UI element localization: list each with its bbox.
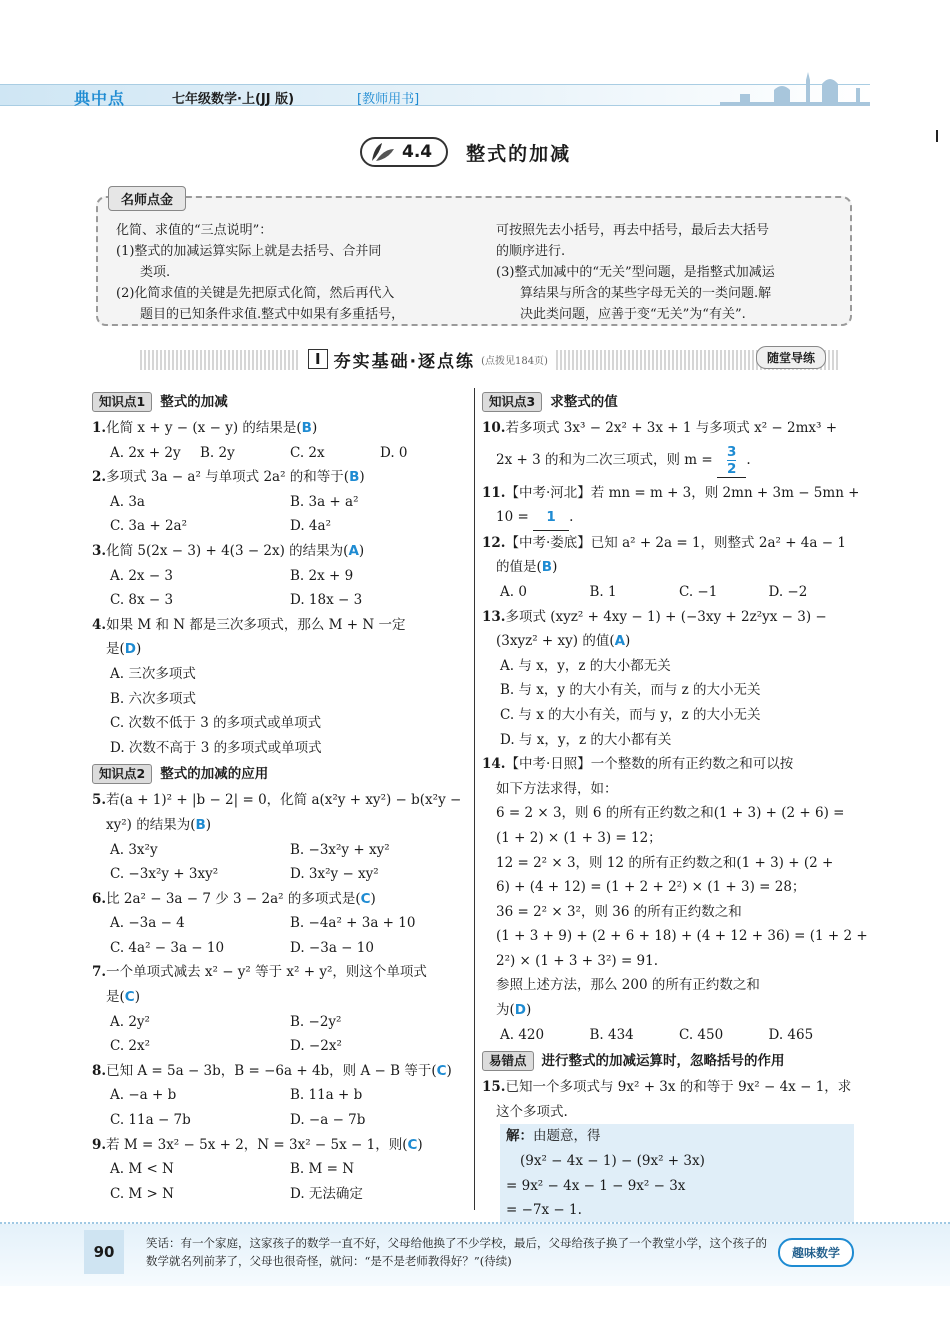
option: D. −3a − 10: [290, 939, 374, 956]
tips-label: 名师点金: [108, 186, 186, 211]
q-text: 是(: [106, 989, 125, 1006]
q-tail: .: [569, 509, 574, 526]
q-text: 【中考·娄底】已知 a² + 2a = 1，则整式 2a² + 4a − 1: [505, 534, 846, 551]
section-heading: [360, 134, 571, 170]
solution-text: 由题意，得: [533, 1128, 601, 1145]
option: C. −3x²y + 3xy²: [110, 866, 219, 883]
q-tail: .: [746, 452, 751, 469]
q-tail: ): [446, 1062, 452, 1079]
q-text: xy²) 的结果为(: [106, 816, 196, 833]
option: B. 2y: [200, 444, 235, 461]
kp-tag: 易错点: [482, 1051, 534, 1071]
tips-line: 可按照先去小括号，再去中括号，最后去大括号: [496, 223, 770, 238]
q1-options: [92, 441, 470, 466]
option: D. 次数不高于 3 的多项式或单项式: [110, 739, 322, 756]
question-1: [92, 416, 470, 441]
option: B. 与 x，y 的大小有关，而与 z 的大小无关: [500, 682, 761, 699]
q2-options: [92, 490, 470, 515]
page-header: [0, 74, 950, 118]
tips-right-column: [496, 220, 840, 325]
option: A. 2x + 2y: [110, 444, 181, 461]
q-tail: ): [359, 469, 365, 486]
kp-title: 进行整式的加减运算时，忽略括号的作用: [541, 1052, 785, 1069]
q-answer: C: [407, 1136, 418, 1153]
option: A. 3x²y: [110, 841, 158, 858]
option: A. 420: [500, 1026, 545, 1043]
q-text: 【中考·河北】若 mn = m + 3，则 2mn + 3m − 5mn +: [505, 484, 860, 501]
q-tail: ): [134, 989, 140, 1006]
question-5: [92, 788, 470, 813]
question-15: [482, 1075, 858, 1100]
tips-line: 决此类问题，应善于变“无关”为“有关”.: [520, 307, 746, 322]
q-number: 11.: [482, 484, 506, 501]
band-roman-numeral: I: [308, 349, 328, 369]
section-number-badge: [360, 137, 448, 167]
option: A. −a + b: [110, 1087, 177, 1104]
q-tail: ): [417, 1136, 423, 1153]
q-text: 比 2a² − 3a − 7 少 3 − 2a² 的多项式是(: [106, 890, 361, 907]
option: D. 0: [380, 444, 408, 461]
q-text: 若 M = 3x² − 5x + 2，N = 3x² − 5x − 1，则(: [106, 1136, 408, 1153]
option: A. 2x − 3: [110, 567, 174, 584]
q-text: 化简 5(2x − 3) + 4(3 − 2x) 的结果为(: [106, 542, 349, 559]
q14-line: 如下方法求得，如：: [496, 780, 618, 797]
q7-options: [92, 1034, 470, 1059]
q3-options: [92, 588, 470, 613]
q-text: 已知一个多项式与 9x² + 3x 的和等于 9x² − 4x − 1，求: [505, 1079, 852, 1096]
q14-line: 12 = 2² × 3，则 12 的所有正约数之和(1 + 3) + (2 +: [496, 854, 834, 871]
q-text: 【中考·日照】一个整数的所有正约数之和可以按: [505, 756, 794, 773]
section-number: 4.4: [402, 142, 433, 162]
question-9: [92, 1133, 470, 1158]
q-tail: ): [552, 559, 558, 576]
option: C. 2x²: [110, 1038, 151, 1055]
q5-options: [92, 862, 470, 887]
q-number: 1.: [92, 420, 107, 436]
question-3: [92, 539, 470, 564]
option: D. 18x − 3: [290, 592, 363, 609]
q-number: 13.: [482, 608, 506, 625]
fraction-numerator: 3: [726, 443, 737, 460]
q12-options: [482, 580, 858, 605]
q-answer: D: [124, 641, 136, 658]
q14-line: 2²) × (1 + 3 + 3²) = 91.: [496, 952, 659, 969]
q-continuation: [92, 813, 470, 838]
option: C. 11a − 7b: [110, 1112, 191, 1129]
option: C. 次数不低于 3 的多项式或单项式: [110, 715, 322, 732]
option: D. −2x²: [290, 1038, 342, 1055]
q-text: 2x + 3 的和为二次三项式，则 m =: [496, 452, 713, 469]
solution-box: [500, 1124, 854, 1222]
q-answer: B: [349, 469, 360, 486]
q-text: 多项式 3a − a² 与单项式 2a² 的和等于(: [106, 469, 350, 486]
option: B. 1: [589, 583, 617, 600]
q14-line: 36 = 2² × 3²，则 36 的所有正约数之和: [496, 903, 742, 920]
option: B. −4a² + 3a + 10: [290, 915, 416, 932]
q-text: (3xyz² + xy) 的值(: [496, 633, 615, 650]
q-answer: B: [541, 559, 553, 576]
corner-mark: [936, 130, 938, 142]
q-answer: D: [514, 1002, 526, 1019]
option: C. −1: [679, 583, 718, 600]
band-title: 夯实基础·逐点练: [333, 351, 476, 372]
brand-logo: 典中点: [74, 89, 126, 108]
q-text: 若(a + 1)² + |b − 2| = 0，化简 a(x²y + xy²) − b(x²y −: [106, 792, 462, 809]
option: C. 4a² − 3a − 10: [110, 939, 225, 956]
solution-line: [506, 1124, 848, 1149]
option: D. 无法确定: [290, 1185, 363, 1202]
q-text: 如果 M 和 N 都是三次多项式，那么 M + N 一定: [106, 616, 406, 633]
book-title: 七年级数学·上(JJ 版): [172, 92, 295, 107]
q-tail: ): [205, 816, 212, 833]
q-text: 为(: [496, 1002, 515, 1019]
tips-line: (1)整式的加减运算实际上就是去括号、合并同: [116, 244, 382, 259]
q-tail: ): [526, 1002, 532, 1019]
kp-tag: 知识点1: [92, 392, 152, 412]
option: D. −a − 7b: [290, 1112, 366, 1129]
option: D. 4a²: [290, 518, 331, 535]
question-8: [92, 1059, 470, 1084]
option: B. 2x + 9: [290, 567, 354, 584]
question-4: [92, 613, 470, 638]
book-tag: [教师用书]: [357, 92, 420, 107]
question-10: [482, 416, 858, 441]
option: A. 0: [500, 583, 527, 600]
tips-line: (3)整式加减中的“无关”型问题，是指整式加减运: [496, 265, 775, 280]
option: D. 465: [768, 1026, 814, 1043]
page-number: 90: [84, 1230, 124, 1274]
skyline-illustration: [720, 68, 870, 108]
q-tail: ): [358, 542, 365, 559]
option: C. 450: [679, 1026, 724, 1043]
q3-options: [92, 564, 470, 589]
answer-fraction: [717, 444, 746, 478]
question-2: [92, 465, 470, 490]
option: B. 3a + a²: [290, 493, 359, 510]
page-footer: [0, 1222, 950, 1344]
q-number: 9.: [92, 1136, 107, 1153]
q14-line: 6) + (4 + 12) = (1 + 2 + 2²) × (1 + 3) = 28；: [496, 879, 806, 896]
tips-line: 题目的已知条件求值.整式中如果有多重括号，: [140, 307, 405, 322]
q7-options: [92, 1010, 470, 1035]
solution-line: = 9x² − 4x − 1 − 9x² − 3x: [506, 1177, 686, 1194]
option: A. M < N: [110, 1161, 174, 1178]
option: C. 2x: [290, 444, 325, 461]
knowledge-point-3: [482, 390, 858, 414]
question-14: [482, 752, 858, 777]
q-text: 多项式 (xyz² + 4xy − 1) + (−3xy + 2z²yx − 3) −: [505, 608, 827, 625]
option: A. 与 x，y，z 的大小都无关: [500, 657, 671, 674]
q-number: 10.: [482, 420, 506, 436]
q-answer: C: [360, 890, 371, 907]
band-caption: [300, 344, 556, 374]
option: B. −2y²: [290, 1013, 342, 1030]
q-continuation: 这个多项式.: [496, 1103, 568, 1120]
option: A. 2y²: [110, 1013, 150, 1030]
option: B. 434: [589, 1026, 634, 1043]
q9-options: [92, 1157, 470, 1182]
solution-line: (9x² − 4x − 1) − (9x² + 3x): [520, 1153, 705, 1170]
q6-options: [92, 936, 470, 961]
q-tail: ): [370, 890, 376, 907]
column-divider: [474, 388, 475, 1210]
q-number: 7.: [92, 964, 107, 981]
q-number: 3.: [92, 542, 107, 559]
option: D. 3x²y − xy²: [290, 866, 379, 883]
q-number: 5.: [92, 792, 107, 809]
q-answer: B: [195, 816, 206, 833]
knowledge-point-2: [92, 762, 470, 786]
q-text: 10 =: [496, 509, 529, 526]
q-continuation: [482, 629, 858, 654]
q9-options: [92, 1182, 470, 1207]
knowledge-point-1: [92, 390, 470, 414]
q-number: 12.: [482, 534, 506, 551]
q14-line: 6 = 2 × 3，则 6 的所有正约数之和(1 + 3) + (2 + 6) =: [496, 805, 845, 822]
solution-line: = −7x − 1.: [506, 1202, 582, 1219]
guide-badge: 随堂导练: [756, 346, 826, 369]
q-answer: A: [348, 542, 359, 559]
question-12: [482, 531, 858, 556]
q14-line: 参照上述方法，那么 200 的所有正约数之和: [496, 977, 760, 994]
q-text: 一个单项式减去 x² − y² 等于 x² + y²，则这个单项式: [106, 964, 427, 981]
q-text: 的值是(: [496, 559, 542, 576]
q8-options: [92, 1108, 470, 1133]
tips-left-column: [116, 220, 476, 325]
section-title: 整式的加减: [466, 142, 572, 165]
q-continuation: [482, 441, 858, 481]
kp-tag: 知识点2: [92, 764, 152, 784]
tips-line: 类项.: [140, 265, 171, 280]
q-answer: C: [436, 1062, 447, 1079]
kp-title: 求整式的值: [550, 393, 618, 410]
question-6: [92, 887, 470, 912]
tips-line: 的顺序进行.: [496, 244, 566, 259]
left-column: [92, 388, 470, 1206]
q-text: 若多项式 3x³ − 2x² + 3x + 1 与多项式 x² − 2mx³ +: [505, 420, 838, 436]
question-13: [482, 605, 858, 630]
tips-line: 化简、求值的“三点说明”：: [116, 223, 273, 238]
q-number: 4.: [92, 616, 107, 633]
option: C. 8x − 3: [110, 592, 174, 609]
option: B. −3x²y + xy²: [290, 841, 390, 858]
q-continuation: [482, 555, 858, 580]
option: D. 与 x，y，z 的大小都有关: [500, 731, 672, 748]
solution-label: 解：: [506, 1128, 533, 1145]
q-answer: A: [614, 633, 626, 650]
q6-options: [92, 911, 470, 936]
fraction-denominator: 2: [726, 460, 737, 477]
q-number: 15.: [482, 1079, 506, 1096]
tips-box: [96, 196, 852, 326]
practice-band: [140, 344, 854, 374]
q-number: 2.: [92, 469, 107, 486]
fun-math-badge: 趣味数学: [778, 1238, 854, 1267]
option: C. 与 x 的大小有关，而与 y，z 的大小无关: [500, 706, 761, 723]
kp-title: 整式的加减: [160, 393, 228, 410]
option: C. M > N: [110, 1185, 174, 1202]
option: B. 六次多项式: [110, 690, 197, 707]
q-tail: ): [136, 641, 142, 658]
q-continuation: [92, 985, 470, 1010]
option: A. 三次多项式: [110, 665, 196, 682]
right-column: [482, 388, 868, 1223]
q-tail: ): [625, 633, 631, 650]
q-continuation: [482, 998, 858, 1023]
kp-title: 整式的加减的应用: [160, 766, 269, 783]
option: C. 3a + 2a²: [110, 518, 188, 535]
q-text: 化简 x + y − (x − y) 的结果是(: [106, 420, 302, 436]
leaf-icon: [370, 141, 396, 163]
option: B. M = N: [290, 1161, 355, 1178]
q-number: 8.: [92, 1062, 107, 1079]
q-text: 已知 A = 5a − 3b，B = −6a + 4b，则 A − B 等于(: [106, 1062, 437, 1079]
q8-options: [92, 1083, 470, 1108]
q2-options: [92, 514, 470, 539]
kp-tag: 知识点3: [482, 392, 542, 412]
tips-line: (2)化简求值的关键是先把原式化简，然后再代入: [116, 286, 395, 301]
q-number: 6.: [92, 890, 107, 907]
q-answer: C: [124, 989, 135, 1006]
answer-blank: 1: [533, 505, 569, 531]
q14-options: [482, 1023, 858, 1048]
q-tail: ): [311, 420, 318, 436]
q5-options: [92, 838, 470, 863]
q14-line: (1 + 2) × (1 + 3) = 12；: [496, 829, 662, 846]
q-continuation: [92, 637, 470, 662]
q-answer: B: [301, 420, 312, 436]
question-11: [482, 481, 858, 506]
option: B. 11a + b: [290, 1087, 363, 1104]
band-note: (点拨见184页): [481, 355, 548, 367]
footer-joke: 笑话：有一个家庭，这家孩子的数学一直不好，父母给他换了不少学校，最后，父母给孩子换了一个教堂小学，这个孩子的数学就名列前茅了，父母也很奇怪，就问：“是不是老师教得好？”(待续): [146, 1236, 767, 1268]
option: D. −2: [768, 583, 808, 600]
q14-line: (1 + 3 + 9) + (2 + 6 + 18) + (4 + 12 + 36) = (1 + 2 +: [496, 928, 868, 945]
option: A. 3a: [110, 493, 145, 510]
common-mistake-point: [482, 1049, 858, 1073]
q-continuation: [482, 505, 858, 531]
option: A. −3a − 4: [110, 915, 185, 932]
question-7: [92, 960, 470, 985]
q-text: 是(: [106, 641, 125, 658]
tips-line: 算结果与所含的某些字母无关的一类问题.解: [520, 286, 772, 301]
q-number: 14.: [482, 756, 506, 773]
